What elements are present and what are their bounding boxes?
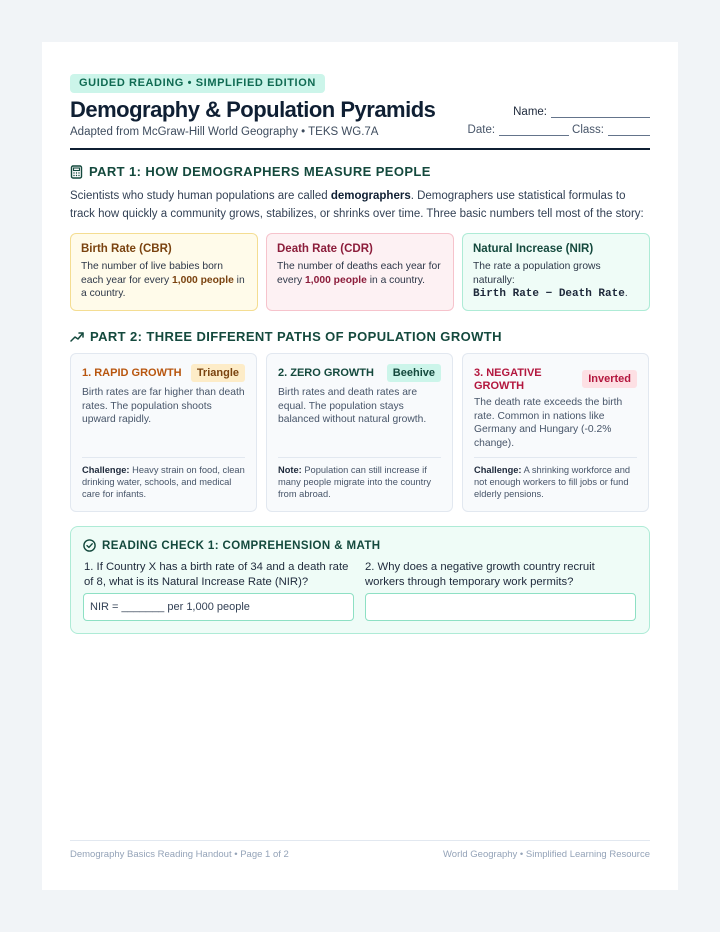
class-blank[interactable] — [608, 122, 650, 136]
negative-growth-card — [462, 353, 649, 512]
question-2: 2. Why does a negative growth country recruit workers through temporary work permits? — [365, 561, 595, 588]
path-description: The death rate exceeds the birth rate. Common in nations like Germany and Hungary (-0.2% change). — [474, 397, 623, 449]
natural-increase-definition — [473, 260, 639, 302]
nir-formula: Birth Rate − Death Rate — [473, 288, 625, 300]
footer-left: Demography Basics Reading Handout • Page 1 of 2 — [70, 849, 289, 860]
worksheet-content — [70, 73, 650, 860]
note-label: Challenge: — [474, 465, 522, 475]
name-field[interactable] — [513, 104, 650, 118]
def-text: in a country. — [81, 274, 245, 299]
def-text: The rate a population grows naturally: — [473, 261, 601, 286]
pyramid-shape-tag: Beehive — [387, 364, 441, 382]
check-circle-icon — [83, 539, 96, 552]
path-header — [474, 364, 637, 390]
header-divider — [70, 148, 650, 150]
footer-divider — [70, 840, 650, 841]
path-title: 1. RAPID GROWTH — [82, 367, 182, 379]
footer-right: World Geography • Simplified Learning Resource — [443, 849, 650, 860]
path-description: Birth rates and death rates are equal. The population stays balanced without natural growth. — [278, 387, 427, 425]
death-rate-card — [266, 233, 454, 311]
date-class-fields — [468, 122, 650, 136]
part1-heading — [70, 164, 431, 179]
note-label: Challenge: — [82, 465, 130, 475]
answer-1-field[interactable]: NIR = _______ per 1,000 people — [83, 593, 354, 621]
zero-growth-card — [266, 353, 453, 512]
def-text: in a country. — [366, 274, 426, 286]
pyramid-shape-tag: Inverted — [582, 370, 637, 388]
intro-text-end: . Demographers use statistical formulas to track how quickly a community grows, stabilizes, or shrinks over time. Three basic numbers tell most of the story: — [70, 190, 644, 220]
note-text: Heavy strain on food, clean drinking water, schools, and medical care for infants. — [82, 465, 245, 499]
part1-intro — [70, 188, 650, 223]
name-label: Name: — [513, 106, 547, 118]
reading-check-heading-text: READING CHECK 1: COMPREHENSION & MATH — [102, 539, 381, 552]
reading-check-heading — [83, 539, 380, 552]
path-note — [82, 457, 245, 500]
date-blank[interactable] — [499, 122, 569, 136]
pyramid-shape-tag: Triangle — [191, 364, 245, 382]
answer-2-field[interactable] — [365, 593, 636, 621]
birth-rate-definition — [81, 260, 247, 301]
worksheet-page — [42, 42, 678, 890]
path-title: 3. NEGATIVE GROWTH — [474, 367, 542, 392]
def-text: The number of live babies born each year for every — [81, 261, 223, 286]
intro-text-start: Scientists who study human populations are called — [70, 190, 331, 202]
intro-keyword: demographers — [330, 190, 411, 202]
part2-heading — [70, 329, 502, 344]
death-rate-title: Death Rate (CDR) — [277, 243, 373, 255]
rapid-growth-card — [70, 353, 257, 512]
trending-up-icon — [70, 331, 84, 343]
path-header — [278, 364, 441, 384]
death-rate-definition — [277, 260, 443, 287]
note-label: Note: — [278, 465, 302, 475]
page-title: Demography & Population Pyramids — [70, 97, 436, 122]
edition-badge: GUIDED READING • SIMPLIFIED EDITION — [70, 74, 325, 93]
natural-increase-card — [462, 233, 650, 311]
birth-rate-title: Birth Rate (CBR) — [81, 243, 172, 255]
path-header — [82, 364, 245, 384]
def-text: The number of deaths each year for every — [277, 261, 441, 286]
path-note — [474, 457, 637, 500]
path-description: Birth rates are far higher than death rates. The population shoots upward rapidly. — [82, 387, 245, 425]
question-1: 1. If Country X has a birth rate of 34 and a death rate of 8, what is its Natural Increase Rate (NIR)? — [84, 561, 349, 588]
name-blank[interactable] — [551, 104, 650, 118]
date-label: Date: — [467, 124, 496, 136]
part1-heading-text: PART 1: HOW DEMOGRAPHERS MEASURE PEOPLE — [89, 164, 431, 179]
note-text: Population can still increase if many people migrate into the country from abroad. — [278, 465, 431, 499]
natural-increase-title: Natural Increase (NIR) — [473, 243, 594, 255]
def-text: . — [624, 288, 628, 299]
note-text: A shrinking workforce and not enough workers to fill jobs or fund elderly pensions. — [474, 465, 631, 499]
reading-check-box — [70, 526, 650, 634]
def-emphasis: 1,000 people — [172, 274, 234, 286]
page-subtitle: Adapted from McGraw-Hill World Geography • TEKS WG.7A — [70, 126, 379, 138]
part2-heading-text: PART 2: THREE DIFFERENT PATHS OF POPULATION GROWTH — [90, 329, 502, 344]
class-label: Class: — [572, 124, 604, 136]
def-emphasis: 1,000 people — [305, 274, 367, 286]
path-note — [278, 457, 441, 500]
birth-rate-card — [70, 233, 258, 311]
path-title: 2. ZERO GROWTH — [278, 367, 374, 379]
calculator-icon — [70, 165, 83, 179]
